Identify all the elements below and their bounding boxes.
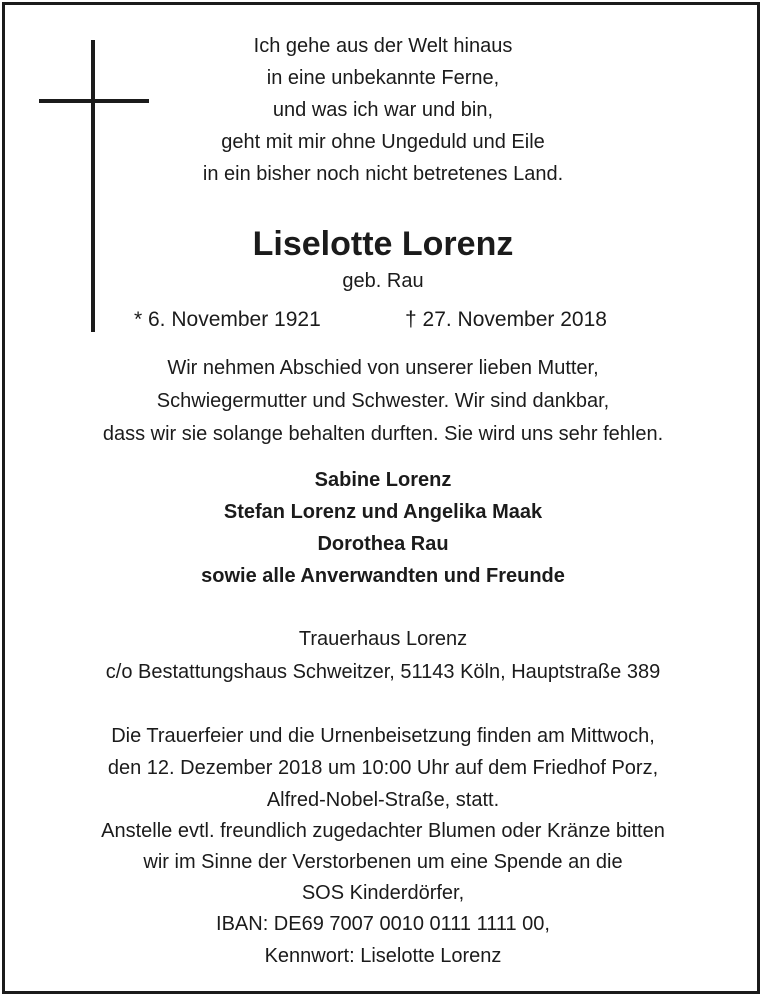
death-date: † 27. November 2018 bbox=[405, 308, 607, 331]
poem-line: in eine unbekannte Ferne, bbox=[266, 67, 500, 89]
deceased-name: Liselotte Lorenz bbox=[252, 225, 514, 263]
service-line: SOS Kinderdörfer, bbox=[301, 882, 465, 904]
service-line: IBAN: DE69 7007 0010 0111 1111 00, bbox=[216, 913, 550, 935]
mourner-name: Dorothea Rau bbox=[317, 533, 449, 555]
service-line: Die Trauerfeier und die Urnenbeisetzung finden am Mittwoch, bbox=[111, 725, 655, 747]
address-line: c/o Bestattungshaus Schweitzer, 51143 Köln, Hauptstraße 389 bbox=[105, 661, 661, 683]
address-line: Trauerhaus Lorenz bbox=[298, 628, 468, 650]
mourner-name: sowie alle Anverwandten und Freunde bbox=[201, 565, 565, 587]
service-line: den 12. Dezember 2018 um 10:00 Uhr auf dem Friedhof Porz, bbox=[107, 757, 659, 779]
mourner-name: Stefan Lorenz und Angelika Maak bbox=[223, 501, 543, 523]
service-line: Kennwort: Liselotte Lorenz bbox=[264, 945, 502, 967]
farewell-line: Wir nehmen Abschied von unserer lieben Mutter, bbox=[167, 357, 599, 379]
poem-line: geht mit mir ohne Ungeduld und Eile bbox=[221, 131, 545, 153]
service-line: Alfred-Nobel-Straße, statt. bbox=[266, 789, 500, 811]
service-line: wir im Sinne der Verstorbenen um eine Spende an die bbox=[143, 851, 623, 873]
poem-line: Ich gehe aus der Welt hinaus bbox=[253, 35, 513, 57]
mourner-name: Sabine Lorenz bbox=[314, 469, 452, 491]
poem-line: in ein bisher noch nicht betretenes Land. bbox=[202, 163, 564, 185]
birth-date: * 6. November 1921 bbox=[134, 308, 321, 331]
birth-name: geb. Rau bbox=[342, 270, 424, 292]
poem-line: und was ich war und bin, bbox=[272, 99, 494, 121]
farewell-line: Schwiegermutter und Schwester. Wir sind dankbar, bbox=[156, 390, 610, 412]
service-line: Anstelle evtl. freundlich zugedachter Blumen oder Kränze bitten bbox=[101, 820, 665, 842]
farewell-line: dass wir sie solange behalten durften. Sie wird uns sehr fehlen. bbox=[102, 423, 664, 445]
